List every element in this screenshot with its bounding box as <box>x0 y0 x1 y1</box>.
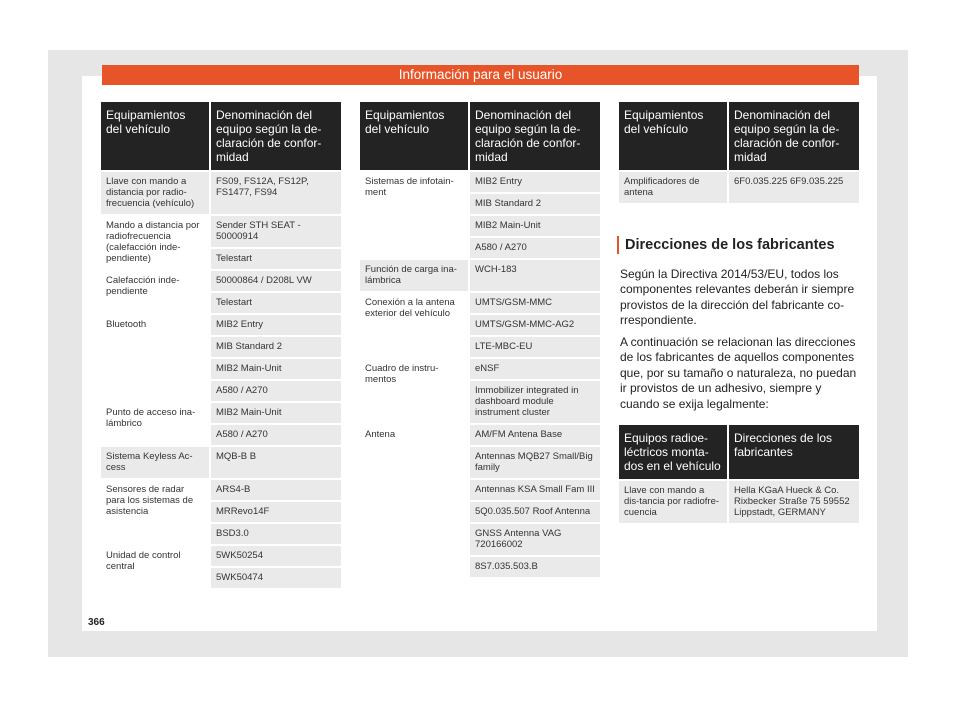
row-value: MIB Standard 2 <box>470 194 600 214</box>
table-row <box>360 425 600 445</box>
row-value: AM/FM Antena Base <box>470 425 600 445</box>
row-value: MIB2 Main-Unit <box>211 403 341 423</box>
table-row <box>101 546 341 566</box>
row-value: MRRevo14F <box>211 502 341 522</box>
table-row <box>360 293 600 313</box>
row-label: Sistemas de infotain-ment <box>360 172 468 258</box>
row-value: A580 / A270 <box>470 238 600 258</box>
row-value: ARS4-B <box>211 480 341 500</box>
column-header: Equipos radioe-léctricos monta-dos en el vehículo <box>619 425 727 479</box>
table-row <box>101 403 341 423</box>
row-value: Immobilizer integrated in dashboard module instrument cluster <box>470 381 600 423</box>
equipment-table-1 <box>99 100 343 590</box>
table-row <box>101 447 341 478</box>
row-value: Antennas KSA Small Fam III <box>470 480 600 500</box>
row-value: GNSS Antenna VAG 720166002 <box>470 524 600 555</box>
column-header: Equipamientos del vehículo <box>619 102 727 170</box>
table-row <box>101 172 341 214</box>
row-label: Sistema Keyless Ac-cess <box>101 447 209 478</box>
row-label: Conexión a la antena exterior del vehículo <box>360 293 468 357</box>
row-value: 5WK50254 <box>211 546 341 566</box>
table-row <box>101 271 341 291</box>
table-header-row <box>360 102 600 170</box>
row-value: eNSF <box>470 359 600 379</box>
table-header-row <box>619 102 859 170</box>
row-value: 50000864 / D208L VW <box>211 271 341 291</box>
row-value: 6F0.035.225 6F9.035.225 <box>729 172 859 203</box>
row-value: A580 / A270 <box>211 381 341 401</box>
column-header: Denominación del equipo según la de-claración de confor-midad <box>729 102 859 170</box>
column-header: Denominación del equipo según la de-claración de confor-midad <box>470 102 600 170</box>
column-header: Direcciones de los fabricantes <box>729 425 859 479</box>
table-row <box>101 216 341 247</box>
table-row <box>101 315 341 335</box>
row-value: MQB-B B <box>211 447 341 478</box>
row-value: WCH-183 <box>470 260 600 291</box>
row-label: Cuadro de instru-mentos <box>360 359 468 423</box>
row-value: 5WK50474 <box>211 568 341 588</box>
row-label: Antena <box>360 425 468 577</box>
row-value: MIB2 Main-Unit <box>211 359 341 379</box>
manufacturers-table <box>617 423 861 525</box>
row-value: MIB2 Entry <box>470 172 600 192</box>
equipment-table-3 <box>617 100 861 205</box>
row-value: Antennas MQB27 Small/Big family <box>470 447 600 478</box>
table-header-row <box>101 102 341 170</box>
table-row <box>619 481 859 523</box>
table-row <box>101 480 341 500</box>
column-header: Equipamientos del vehículo <box>101 102 209 170</box>
row-value: Sender STH SEAT - 50000914 <box>211 216 341 247</box>
row-label: Calefacción inde-pendiente <box>101 271 209 313</box>
row-value: Hella KGaA Hueck & Co. Rixbecker Straße 75 59552 Lippstadt, GERMANY <box>729 481 859 523</box>
row-value: LTE-MBC-EU <box>470 337 600 357</box>
table-row <box>360 359 600 379</box>
row-value: 5Q0.035.507 Roof Antenna <box>470 502 600 522</box>
row-label: Bluetooth <box>101 315 209 401</box>
equipment-table-2 <box>358 100 602 579</box>
row-value: Telestart <box>211 293 341 313</box>
row-value: UMTS/GSM-MMC <box>470 293 600 313</box>
column-header: Denominación del equipo según la de-claración de confor-midad <box>211 102 341 170</box>
row-label: Mando a distancia por radiofrecuencia (calefacción inde-pendiente) <box>101 216 209 269</box>
row-label: Unidad de control central <box>101 546 209 588</box>
row-label: Función de carga ina-lámbrica <box>360 260 468 291</box>
column-header: Equipamientos del vehículo <box>360 102 468 170</box>
page-header: Información para el usuario <box>102 65 859 85</box>
row-value: MIB Standard 2 <box>211 337 341 357</box>
row-value: FS09, FS12A, FS12P, FS1477, FS94 <box>211 172 341 214</box>
row-value: UMTS/GSM-MMC-AG2 <box>470 315 600 335</box>
row-label: Amplificadores de antena <box>619 172 727 203</box>
page-number: 366 <box>88 617 105 628</box>
table-header-row <box>619 425 859 479</box>
row-label: Sensores de radar para los sistemas de asistencia <box>101 480 209 544</box>
row-value: MIB2 Entry <box>211 315 341 335</box>
row-value: Telestart <box>211 249 341 269</box>
table-row <box>360 260 600 291</box>
row-label: Llave con mando a dis-tancia por radiofre-cuencia <box>619 481 727 523</box>
table-row <box>360 172 600 192</box>
table-row <box>619 172 859 203</box>
row-label: Punto de acceso ina-lámbrico <box>101 403 209 445</box>
row-value: A580 / A270 <box>211 425 341 445</box>
paragraph-2: A continuación se relacionan las direcciones de los fabricantes de aquellos componentes que, por su tamaño o naturaleza, no puedan ir provistos de un adhesivo, siempre y cuando se exija legalmente: <box>620 335 857 411</box>
paragraph-1: Según la Directiva 2014/53/EU, todos los componentes relevantes deberán ir siempre provistos de la dirección del fabricante co-rrespondiente. <box>620 267 855 328</box>
row-value: BSD3.0 <box>211 524 341 544</box>
row-value: MIB2 Main-Unit <box>470 216 600 236</box>
section-title: Direcciones de los fabricantes <box>617 236 835 254</box>
row-label: Llave con mando a distancia por radio-frecuencia (vehículo) <box>101 172 209 214</box>
row-value: 8S7.035.503.B <box>470 557 600 577</box>
